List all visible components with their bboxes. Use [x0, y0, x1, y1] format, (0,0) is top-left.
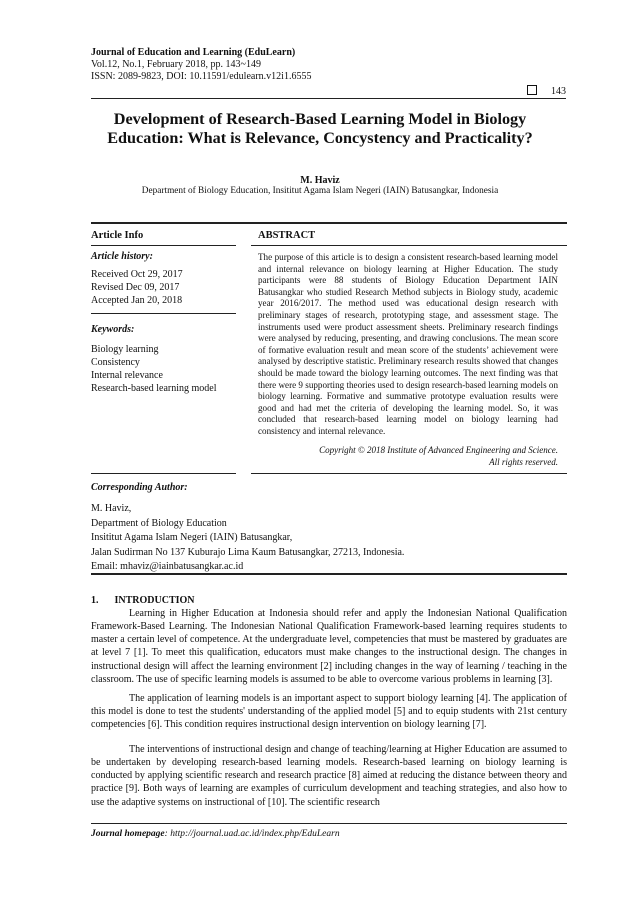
intro-paragraph-2: The application of learning models is an important aspect to support biology learning [4]. The application of this model is done to test the students' understanding of the applied model [5] and to equip students with 21st century competencies [6]. This condition requires instructional design intervention on biology learning [7]. [91, 693, 567, 731]
keyword-item: Internal relevance [91, 370, 163, 381]
history-divider [91, 313, 236, 314]
corresponding-line: Insititut Agama Islam Negeri (IAIN) Batusangkar, [91, 532, 293, 544]
keywords-list [91, 343, 217, 395]
intro-paragraph-1: Learning in Higher Education at Indonesia should refer and apply the Indonesian National Qualification Framework-Based Learning. The Indonesian National Qualification Framework-based learning requires students to master a certain level of competence. At the undergraduate level, competencies that must be mastered by graduates are at level 7 [1]. To meet this qualification, educators must make changes to the instructional design. The changes in instructional design will affect the learning environment [2] including changes in the way of learning / teaching in the classroom. The use of specific learning models is assumed to be able to overcome various problems in learning [3]. [91, 608, 567, 685]
copyright-notice [258, 445, 558, 468]
corresponding-line: Department of Biology Education [91, 517, 227, 529]
accepted-date: Accepted Jan 20, 2018 [91, 295, 183, 306]
page-number-block [527, 85, 566, 97]
footer-rule [91, 823, 567, 824]
section-number: 1. [91, 595, 99, 606]
homepage-url[interactable]: http://journal.uad.ac.id/index.php/EduLearn [170, 829, 340, 839]
homepage-label: Journal homepage [91, 829, 165, 839]
info-top-rule [91, 222, 567, 224]
info-bottom-rule [91, 573, 567, 575]
copyright-line: Copyright © 2018 Institute of Advanced Engineering and Science. [319, 445, 558, 455]
journal-name: Journal of Education and Learning (EduLearn) [91, 47, 296, 58]
abstract-text: The purpose of this article is to design a consistent research-based learning model and internal relevance on biology learning at Higher Education. The study participants were 88 students of Biology Education Department IAIN Batusangkar who studied Research Method subjects in Biology study, academic year 2016/2017. The method used was educational design research with preliminary stages of research, prototyping stage, and assessment stage. The instruments used were product assessment sheets. Preliminary research findings were analysed by reducing, presenting, and drawing conclusions. The mean score of formative evaluation result and mean score of the students’ achievement were analysed by descriptive statistic. Preliminary research results showed that changes should be made toward the biology learning outcomes. The next finding was that there were 9 supporting theories used to design research-based learning models on biology learning. Formative and summative prototype evaluation results were good and had met the criteria of developing the learning model. So, it was concluded that research-based learning model on biology learning had consistency and internal relevance. [258, 252, 558, 436]
journal-header [91, 47, 566, 83]
rights-line: All rights reserved. [489, 456, 558, 467]
received-date: Received Oct 29, 2017 [91, 269, 183, 280]
article-history [91, 268, 183, 307]
corresponding-email: Email: mhaviz@iainbatusangkar.ac.id [91, 561, 244, 573]
abstract-rule [251, 245, 567, 246]
revised-date: Revised Dec 09, 2017 [91, 282, 180, 293]
history-heading: Article history: [91, 251, 153, 262]
journal-volume: Vol.12, No.1, February 2018, pp. 143~149 [91, 59, 261, 70]
intro-paragraph-3: The interventions of instructional design and change of teaching/learning at Higher Education are assumed to be undertaken by developing research-based learning models. Research-based learning on biology learning is conducted by applying scientific research and research practice [8] aimed at reducing the distance between theory and practice [9]. Both ways of learning are examples of curriculum development and teaching strategies, and also how to use the adaptive systems on instructional of [10]. The scientific research [91, 744, 567, 808]
keywords-heading: Keywords: [91, 324, 135, 335]
article-info-heading: Article Info [91, 230, 144, 241]
header-rule [91, 98, 566, 99]
info-bottom-right-rule [251, 473, 567, 474]
keyword-item: Biology learning [91, 344, 159, 355]
author-name: M. Haviz [300, 175, 340, 186]
journal-issn: ISSN: 2089-9823, DOI: 10.11591/edulearn.v12i1.6555 [91, 71, 312, 82]
author-affiliation: Department of Biology Education, Insititut Agama Islam Negeri (IAIN) Batusangkar, Indonesia [141, 186, 499, 196]
info-bottom-left-rule [91, 473, 236, 474]
corresponding-line: M. Haviz, [91, 503, 132, 514]
paper-title: Development of Research-Based Learning Model in Biology Education: What is Relevance, Concystency and Practicality? [107, 110, 533, 147]
square-icon [527, 85, 537, 95]
corresponding-heading: Corresponding Author: [91, 482, 188, 493]
section-title: INTRODUCTION [114, 595, 195, 606]
keyword-item: Consistency [91, 357, 140, 368]
abstract-heading: ABSTRACT [258, 230, 316, 241]
journal-homepage: Journal homepage: http://journal.uad.ac.id/index.php/EduLearn [91, 829, 340, 839]
info-left-rule [91, 245, 236, 246]
keyword-item: Research-based learning model [91, 383, 217, 394]
corresponding-line: Jalan Sudirman No 137 Kuburajo Lima Kaum Batusangkar, 27213, Indonesia. [91, 546, 405, 558]
page-number: 143 [551, 86, 566, 97]
corresponding-details [91, 502, 404, 575]
section-heading [91, 595, 195, 606]
